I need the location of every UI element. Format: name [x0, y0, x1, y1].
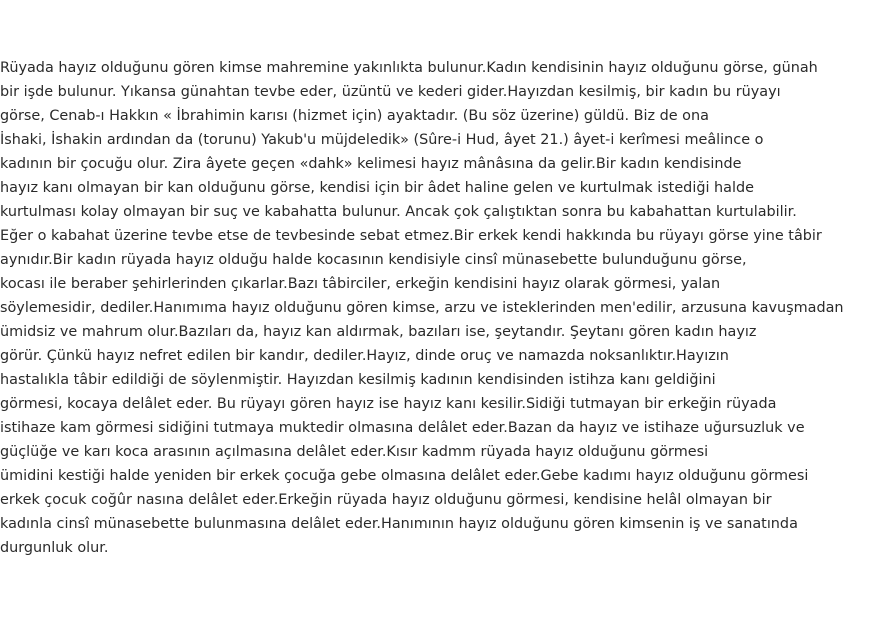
text-line: ümidsiz ve mahrum olur.Bazıları da, hayız kan aldırmak, bazıları ise, şeytandır. Şeytanı gören kadın hayız	[0, 324, 757, 340]
text-line: kadının bir çocuğu olur. Zira âyete geçen «dahk» kelimesi hayız mânâsına da gelir.Bir kadın kendisinde	[0, 156, 742, 172]
text-line: ümidini kestiği halde yeniden bir erkek çocuğa gebe olmasına delâlet eder.Gebe kadımı hayız olduğunu görmesi	[0, 468, 809, 484]
text-line: Rüyada hayız olduğunu gören kimse mahremine yakınlıkta bulunur.Kadın kendisinin hayız olduğunu görse, günah	[0, 60, 818, 76]
text-line: erkek çocuk coğûr nasına delâlet eder.Erkeğin rüyada hayız olduğunu görmesi, kendisine helâl olmayan bir	[0, 492, 772, 508]
text-line: bir işde bulunur. Yıkansa günahtan tevbe eder, üzüntü ve kederi gider.Hayızdan kesilmiş, bir kadın bu rüyayı	[0, 84, 781, 100]
text-line: aynıdır.Bir kadın rüyada hayız olduğu halde kocasının kendisiyle cinsî münasebette bulunduğunu görse,	[0, 252, 747, 268]
text-line: kocası ile beraber şehirlerinden çıkarlar.Bazı tâbirciler, erkeğin kendisini hayız olarak görmesi, yalan	[0, 276, 721, 292]
text-line: Eğer o kabahat üzerine tevbe etse de tevbesinde sebat etmez.Bir erkek kendi hakkında bu rüyayı görse yine tâbir	[0, 228, 822, 244]
text-line: görmesi, kocaya delâlet eder. Bu rüyayı gören hayız ise hayız kanı kesilir.Sidiği tutmayan bir erkeğin rüyada	[0, 396, 777, 412]
text-line: kurtulması kolay olmayan bir suç ve kabahatta bulunur. Ancak çok çalıştıktan sonra bu kabahattan kurtulabilir.	[0, 204, 797, 220]
text-line: söylemesidir, dediler.Hanımıma hayız olduğunu gören kimse, arzu ve isteklerinden men'edilir, arzusuna kavuşmadan	[0, 300, 844, 316]
text-line: güçlüğe ve karı koca arasının açılmasına delâlet eder.Kısır kadmm rüyada hayız olduğunu görmesi	[0, 444, 709, 460]
text-line: durgunluk olur.	[0, 540, 109, 556]
text-line: görse, Cenab-ı Hakkın « İbrahimin karısı (hizmet için) ayaktadır. (Bu söz üzerine) güldü. Biz de ona	[0, 108, 709, 124]
text-line: istihaze kam görmesi sidiğini tutmaya muktedir olmasına delâlet eder.Bazan da hayız ve istihaze uğursuzluk ve	[0, 420, 805, 436]
text-line: görür. Çünkü hayız nefret edilen bir kandır, dediler.Hayız, dinde oruç ve namazda noksanlıktır.Hayızın	[0, 348, 729, 364]
text-line: kadınla cinsî münasebette bulunmasına delâlet eder.Hanımının hayız olduğunu gören kimsenin iş ve sanatında	[0, 516, 798, 532]
text-line: hastalıkla tâbir edildiği de söylenmiştir. Hayızdan kesilmiş kadının kendisinden istihza kanı geldiğini	[0, 372, 716, 388]
article-body	[0, 56, 880, 560]
text-line: İshaki, İshakin ardından da (torunu) Yakub'u müjdeledik» (Sûre-i Hud, âyet 21.) âyet-i kerîmesi meâlince o	[0, 132, 764, 148]
text-line: hayız kanı olmayan bir kan olduğunu görse, kendisi için bir âdet haline gelen ve kurtulmak istediği halde	[0, 180, 754, 196]
